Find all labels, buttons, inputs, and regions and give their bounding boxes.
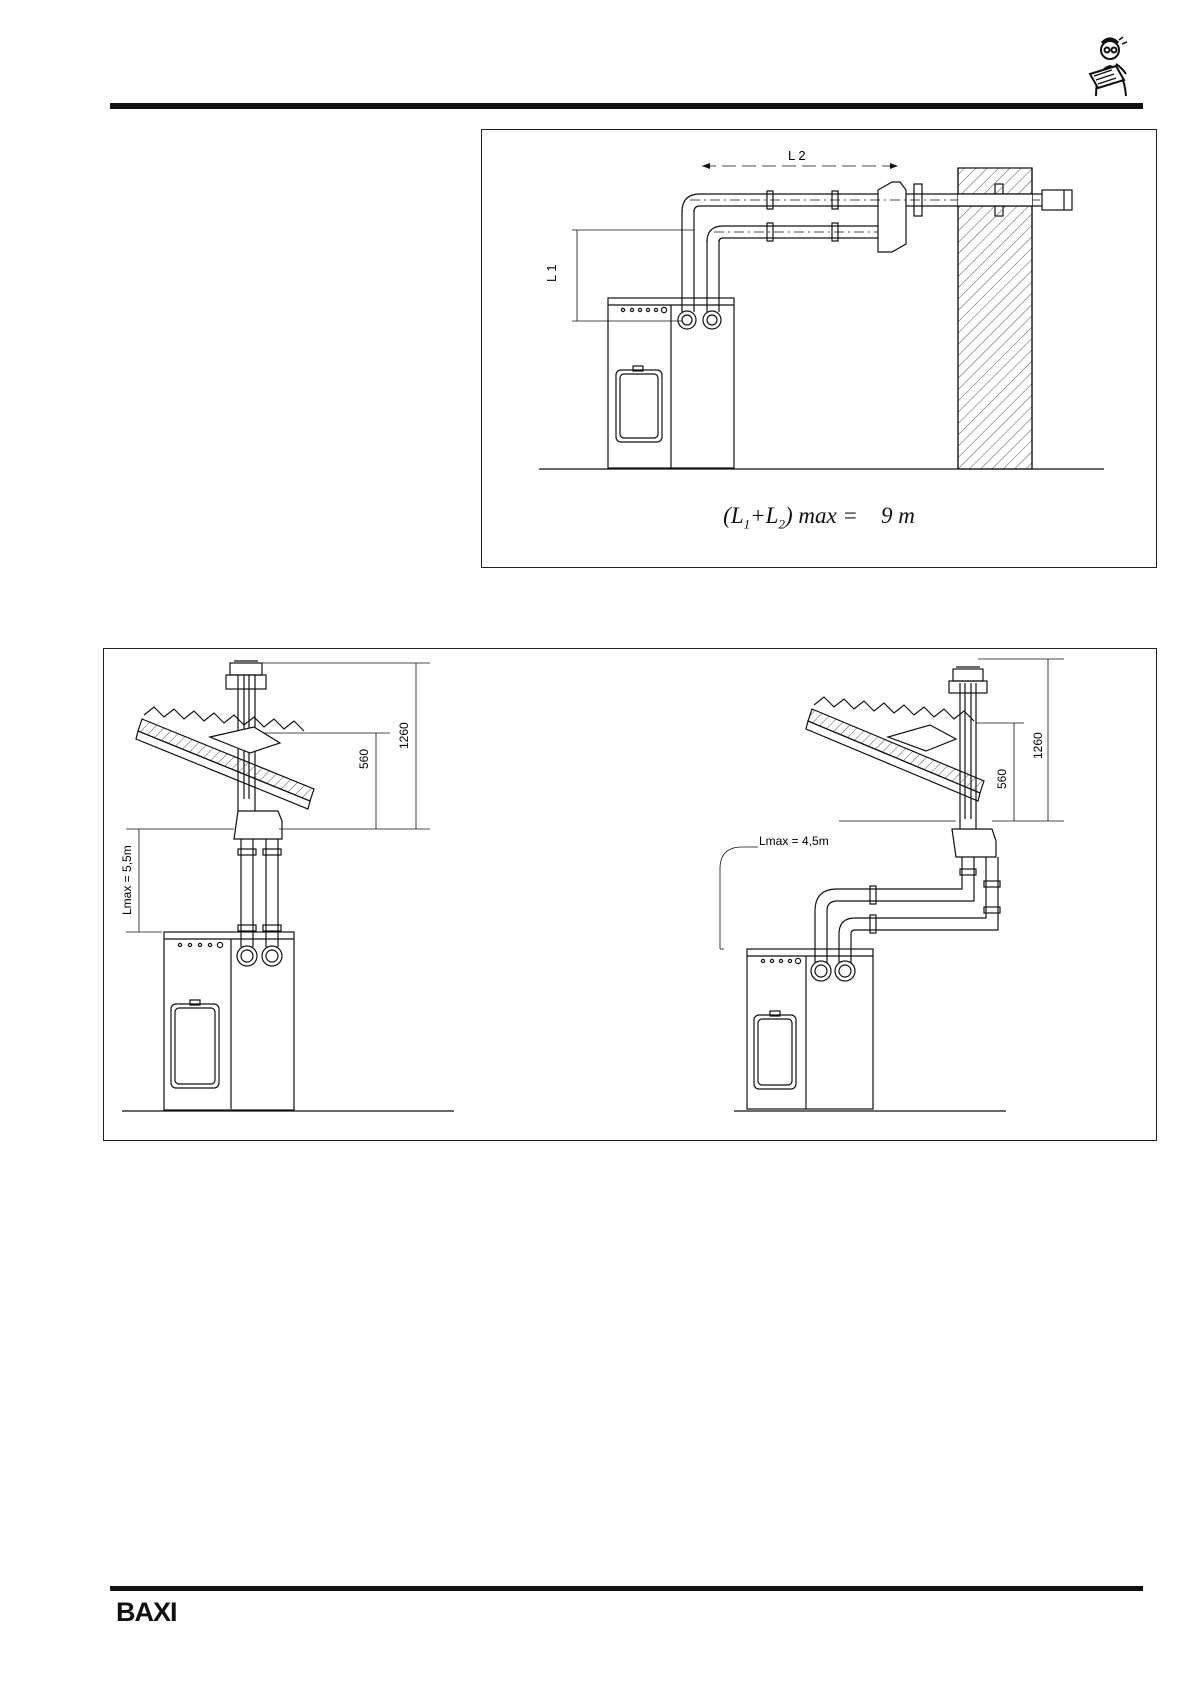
dimension-left-1260: 1260: [397, 722, 411, 749]
dimension-right-1260: 1260: [1031, 732, 1045, 759]
reading-man-icon: [1080, 34, 1144, 98]
dimension-label-l1: L 1: [544, 264, 559, 282]
dimension-right-560: 560: [995, 768, 1009, 789]
dimension-label-l2: L 2: [788, 148, 806, 163]
horizontal-flue-figure: [481, 129, 1157, 568]
max-length-value: 9 m: [880, 503, 915, 528]
svg-text:BAXI: BAXI: [116, 1597, 177, 1626]
dimension-left-lmax: Lmax = 5,5m: [120, 845, 134, 915]
dimension-left-560: 560: [357, 748, 371, 769]
baxi-logo: [116, 1596, 191, 1626]
header-rule: [110, 103, 1143, 109]
max-length-formula: $(L_1+L_2) \max$ = 9 m: [723, 503, 915, 532]
dimension-right-lmax: Lmax = 4,5m: [759, 834, 829, 848]
footer-rule: [110, 1586, 1143, 1591]
vertical-flue-drawing: [104, 649, 1158, 1142]
vertical-flue-figure: [103, 648, 1157, 1141]
